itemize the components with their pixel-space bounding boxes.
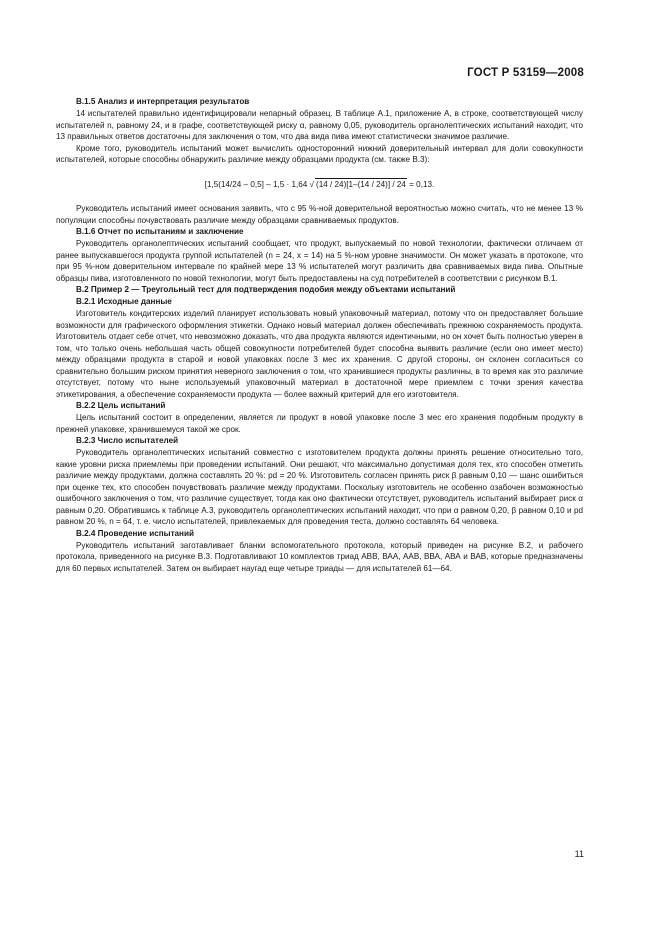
paragraph: Руководитель органолептических испытаний сообщает, что продукт, выпускаемый по новой технологии, фактически отличаем от ранее выпускавшегося продукта группой испытателей (n = 24, x = 14) на 5 %-ном уровне значимости. Он может указать в протоколе, что при 95 %-ном доверительном интервале по крайней мере 13 % испытателей могут различить два сравниваемых вида пива. Опытные образцы пива, изготовленного по новой технологии, могут быть предоставлены на суд потребителей в соответствии с рисунком В.1.: [56, 239, 583, 283]
section-heading-b16: В.1.6 Отчет по испытаниям и заключение: [76, 227, 244, 236]
document-body: [56, 96, 583, 574]
sqrt-icon: √: [309, 179, 315, 189]
page-number: 11: [574, 849, 584, 859]
section-heading-b24: В.2.4 Проведение испытаний: [76, 528, 194, 538]
section-heading-b15: В.1.5 Анализ и интерпретация результатов: [76, 97, 250, 106]
paragraph: Руководитель испытаний заготавливает бланки вспомогательного протокола, который приведен на рисунке В.2, и рабочего протокола, приведенного на рисунке В.3. Подготавливают 10 комплектов триад АВВ, ВАА, ААВ, ВВА, АВА и ВАВ, которые предназначены для 60 первых испытателей. Затем он выбирает наугад еще четыре триады — для испытателей 61—64.: [56, 540, 583, 573]
formula-left: [1,5(14/24 – 0,5] – 1,5 · 1,64: [204, 179, 308, 189]
section-heading-b23: В.2.3 Число испытателей: [76, 436, 179, 445]
section-heading-b22: В.2.2 Цель испытаний: [76, 401, 166, 410]
paragraph: Кроме того, руководитель испытаний может вычислить односторонний нижний доверительный интервал для доли совокупности испытателей, которые способны обнаружить различие между образцами продукта (см. также В.3):: [56, 143, 583, 164]
formula-radical: (14 / 24)[1–(14 / 24)] / 24: [316, 179, 406, 189]
formula-right: = 0,13.: [409, 179, 435, 189]
paragraph: Руководитель испытаний имеет основания заявить, что с 95 %-ной доверительной вероятностью можно считать, что не менее 13 % популяции способны почувствовать различие между образцами сравниваемых продуктов.: [56, 204, 583, 225]
section-heading-b2: В.2 Пример 2 — Треугольный тест для подтверждения подобия между объектами испытаний: [76, 285, 456, 294]
paragraph: 14 испытателей правильно идентифицировали непарный образец. В таблице А.1, приложение А, в строке, соответствующей числу испытателей n, равному 24, и в графе, соответствующей риску α, равному 0,05, руководитель органолептических испытаний находит, что 13 правильных ответов достаточны для заключения о том, что два вида пива имеют статистически значимое различие.: [56, 109, 583, 141]
confidence-formula: [56, 178, 583, 191]
paragraph: Руководитель органолептических испытаний совместно с изготовителем продукта должны принять решение относительно того, какие уровни риска приемлемы при проведении испытаний. Они решают, что максимально допустимая доля тех, кто способен отметить различие между продуктами, должна составлять 20 %: pd = 20 %. Изготовитель согласен принять риск β равным 0,10 — шанс ошибиться при оценке тех, кто способен почувствовать различие между продуктами. Поскольку изготовитель не особенно озабочен возможностью ошибочного заключения о том, что различие существует, тогда как оно фактически отсутствует, руководитель испытаний выбирает риск α равным 0,20. Обратившись к таблице А.3, руководитель органолептических испытаний находит, что при α равном 0,20, β равном 0,10 и pd равном 20 %, n = 64, т. е. число испытателей, привлекаемых для проведения теста, должно составлять 64 человека.: [56, 448, 583, 526]
document-header: ГОСТ Р 53159—2008: [467, 67, 584, 79]
paragraph: Изготовитель кондитерских изделий планирует использовать новый упаковочный материал, потому что он предоставляет большие возможности для графического оформления этикетки. Однако новый материал должен обеспечивать прежнюю сохраняемость продукта. Изготовитель отдает себе отчет, что невозможно доказать, что два продукта являются идентичными, но он хочет быть полностью уверен в том, что только очень небольшая часть общей совокупности потребителей будет способна выявить различие (если оно имеет место) между образцами продукта в старой и новой упаковках после 3 мес их хранения. С другой стороны, он склонен согласиться со сравнительно большим риском принятия неверного заключения о том, что хранившиеся продукты различны, в то время как это различие отсутствует, потому что ныне используемый упаковочный материал в достаточной мере приемлем с точки зрения качества этикетирования, а обеспечение сохраняемости продукта — более важный критерий для его изготовителя.: [56, 309, 583, 399]
paragraph: Цель испытаний состоит в определении, является ли продукт в новой упаковке после 3 мес его хранения подобным продукту в прежней упаковке, хранившемуся такой же срок.: [56, 413, 583, 434]
section-heading-b21: В.2.1 Исходные данные: [76, 297, 172, 306]
